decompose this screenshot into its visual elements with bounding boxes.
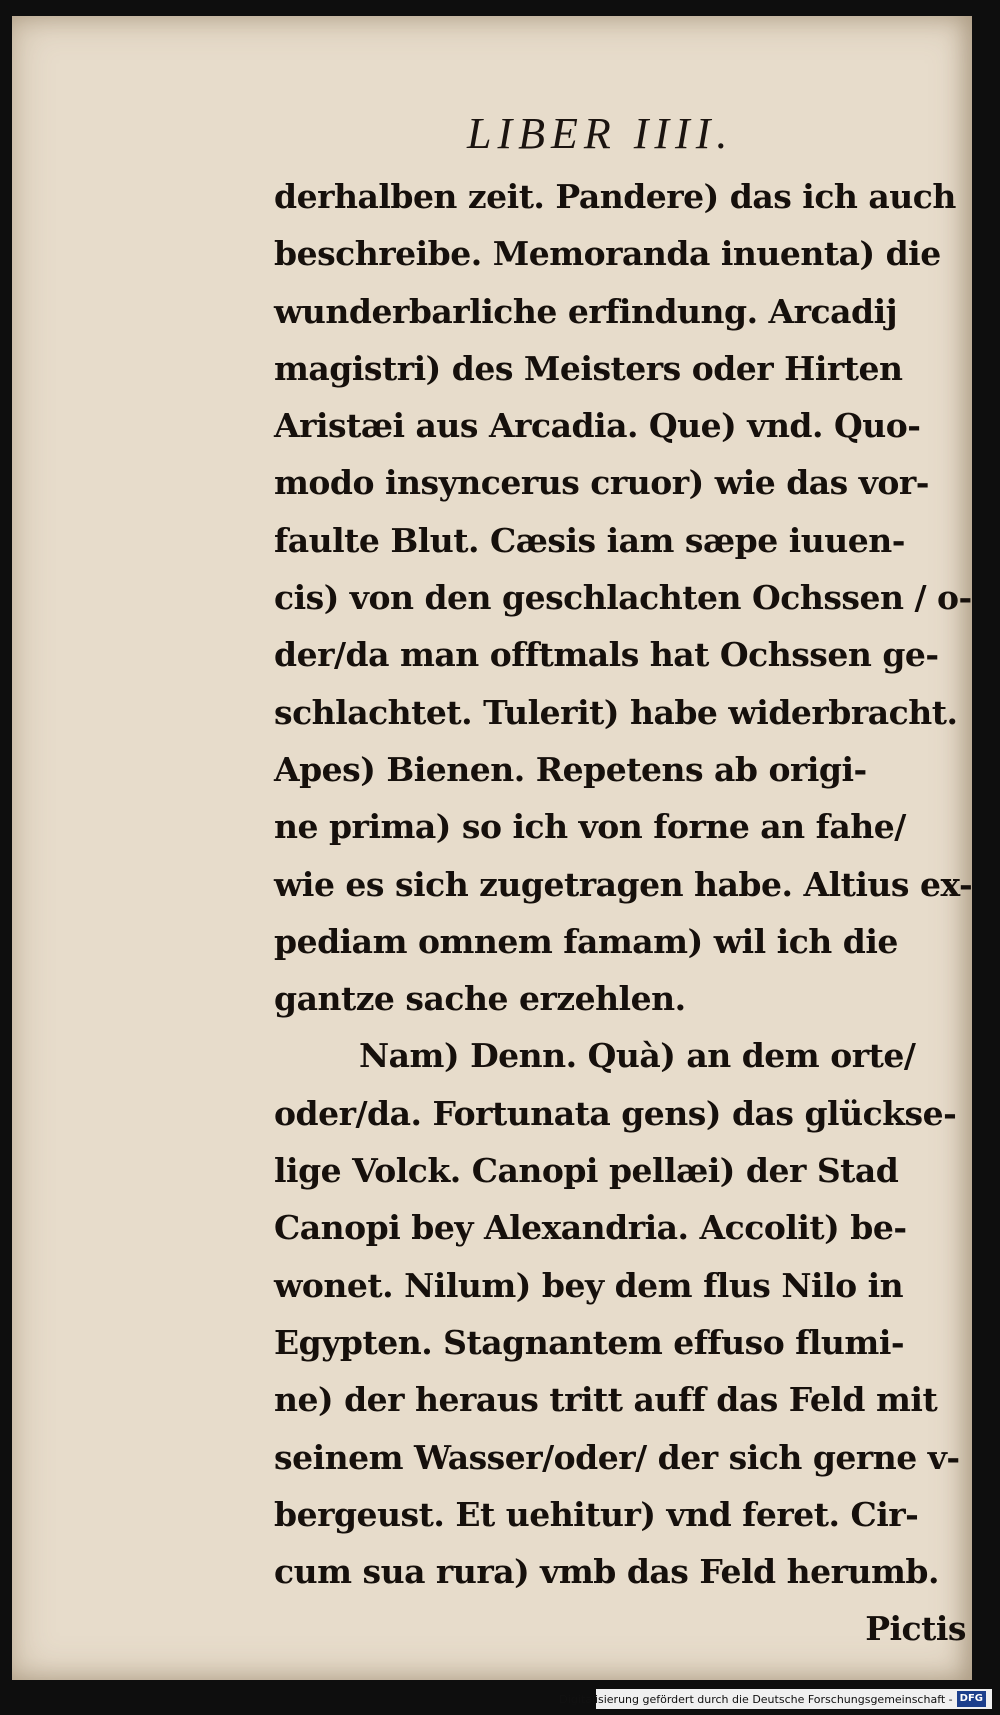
text-line: modo insyncerus cruor) wie das vor- — [274, 463, 930, 503]
text-line: bergeust. Et uehitur) vnd feret. Cir- — [274, 1494, 919, 1534]
text-line: derhalben zeit. Pandere) das ich auch — [274, 177, 956, 216]
text-line: oder/da. Fortunata gens) das glückse- — [274, 1093, 957, 1133]
text-line: Aristæi aus Arcadia. Que) vnd. Quo- — [274, 406, 921, 446]
text-line: cis) von den geschlachten Ochssen / o- — [274, 578, 972, 618]
text-line-paragraph-start: Nam) Denn. Quà) an dem orte/ — [359, 1036, 916, 1076]
text-line: lige Volck. Canopi pellæi) der Stad — [274, 1151, 899, 1191]
text-line: ne) der heraus tritt auff das Feld mit — [274, 1380, 938, 1420]
running-head: LIBER IIII. — [467, 109, 734, 158]
text-line: Egypten. Stagnantem effuso flumi- — [274, 1322, 905, 1362]
text-line: ne prima) so ich von forne an fahe/ — [274, 807, 906, 847]
text-line: magistri) des Meisters oder Hirten — [274, 348, 903, 388]
text-line: pediam omnem famam) wil ich die — [274, 921, 898, 961]
text-line: Canopi bey Alexandria. Accolit) be- — [274, 1208, 907, 1248]
text-line: faulte Blut. Cæsis iam sæpe iuuen- — [274, 520, 905, 560]
text-line: cum sua rura) vmb das Feld herumb. — [274, 1552, 939, 1592]
text-line: der/da man offtmals hat Ochssen ge- — [274, 635, 939, 675]
text-line: wunderbarliche erfindung. Arcadij — [274, 291, 898, 331]
text-line: gantze sache erzehlen. — [274, 979, 686, 1019]
text-line: wie es sich zugetragen habe. Altius ex- — [274, 864, 973, 904]
text-line: schlachtet. Tulerit) habe widerbracht. — [274, 692, 958, 732]
text-line: beschreibe. Memoranda inuenta) die — [274, 234, 941, 274]
dfg-logo: DFG — [957, 1691, 986, 1707]
text-line: Apes) Bienen. Repetens ab origi- — [274, 749, 867, 789]
digitization-credit-bar — [559, 1689, 992, 1709]
text-line: wonet. Nilum) bey dem flus Nilo in — [274, 1265, 904, 1305]
text-block — [274, 168, 994, 1658]
text-line: seinem Wasser/oder/ der sich gerne v- — [274, 1437, 960, 1477]
book-page — [12, 16, 972, 1680]
funding-credit: Digitalisierung gefördert durch die Deutsche Forschungsgemeinschaft - — [559, 1692, 953, 1706]
catchword: Pictis — [865, 1609, 966, 1649]
